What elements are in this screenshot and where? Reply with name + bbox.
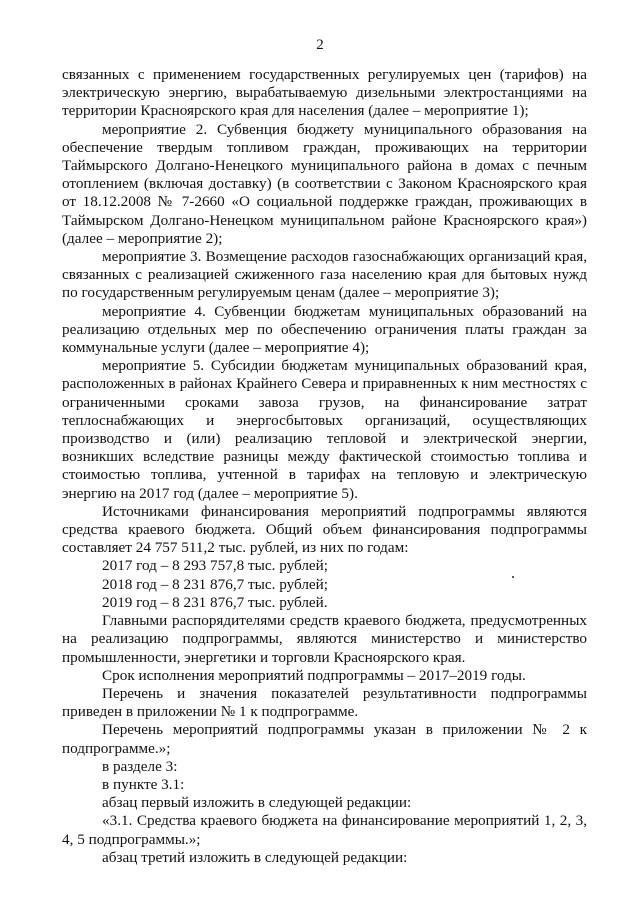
paragraph-third-abzac: абзац третий изложить в следующей редакции: <box>102 848 408 866</box>
paragraph-measure-3: мероприятие 3. Возмещение расходов газоснабжающих организаций края, связанных с реализацией сжиженного газа населению края для бытовых нужд по государственным регулируемым ценам (далее – мероприятие 3); <box>62 248 587 302</box>
page-number: 2 <box>316 37 324 53</box>
funding-year-2018: 2018 год – 8 231 876,7 тыс. рублей; <box>102 575 329 593</box>
scan-speck <box>512 576 514 578</box>
paragraph-measure-2: мероприятие 2. Субвенция бюджету муниципального образования на обеспечение твердым топливом граждан, проживающих на территории Таймырского Долгано-Ненецкого муниципального района в домах с печным отоплением (включая доставку) (в соответствии с Законом Красноярского края от 18.12.2008 № 7-2660 «О социальной поддержке граждан, проживающих в Таймырском Долгано-Ненецком муниципальном районе Красноярского края») (далее – мероприятие 2); <box>62 120 587 247</box>
paragraph-clause-3-1: в пункте 3.1: <box>102 775 185 793</box>
paragraph-first-abzac: абзац первый изложить в следующей редакции: <box>102 794 412 812</box>
paragraph-deadline: Срок исполнения мероприятий подпрограммы – 2017–2019 годы. <box>102 666 526 684</box>
paragraph-measure-1-continuation: связанных с применением государственных регулируемых цен (тарифов) на электрическую энергию, вырабатываемую дизельными электростанциями на территории Красноярского края для населения (далее – мероприятие 1); <box>62 66 587 120</box>
funding-year-2019: 2019 год – 8 231 876,7 тыс. рублей. <box>102 593 328 611</box>
paragraph-measures-list: Перечень мероприятий подпрограммы указан в приложении № 2 к подпрограмме.»; <box>62 721 587 757</box>
paragraph-measure-5: мероприятие 5. Субсидии бюджетам муниципальных образований края, расположенных в районах Крайнего Севера и приравненных к ним местностях с ограниченными сроками завоза грузов, на финансирование затрат теплоснабжающих и энергосбытовых организаций, осуществляющих производство и (или) реализацию тепловой и электрической энергии, возникших вследствие разницы между фактической стоимостью топлива и стоимостью топлива, учтенной в тарифах на тепловую и электрическую энергию на 2017 год (далее – мероприятие 5). <box>62 357 587 502</box>
paragraph-funding-sources: Источниками финансирования мероприятий подпрограммы являются средства краевого бюджета. Общий объем финансирования подпрограммы составляет 24 757 511,2 тыс. рублей, из них по годам: <box>62 502 587 557</box>
paragraph-section-3: в разделе 3: <box>102 757 178 775</box>
paragraph-main-managers: Главными распорядителями средств краевого бюджета, предусмотренных на реализацию подпрограммы, являются министерство и министерство промышленности, энергетики и торговли Красноярского края. <box>62 612 587 666</box>
funding-year-2017: 2017 год – 8 293 757,8 тыс. рублей; <box>102 557 329 575</box>
paragraph-indicators: Перечень и значения показателей результативности подпрограммы приведен в приложении № 1 к подпрограмме. <box>62 684 587 721</box>
document-body <box>62 66 587 867</box>
paragraph-measure-4: мероприятие 4. Субвенции бюджетам муниципальных образований на реализацию отдельных мер по обеспечению ограничения платы граждан за коммунальные услуги (далее – мероприятие 4); <box>62 302 587 357</box>
paragraph-quote-3-1: «3.1. Средства краевого бюджета на финансирование мероприятий 1, 2, 3, 4, 5 подпрограммы.»; <box>62 812 587 848</box>
